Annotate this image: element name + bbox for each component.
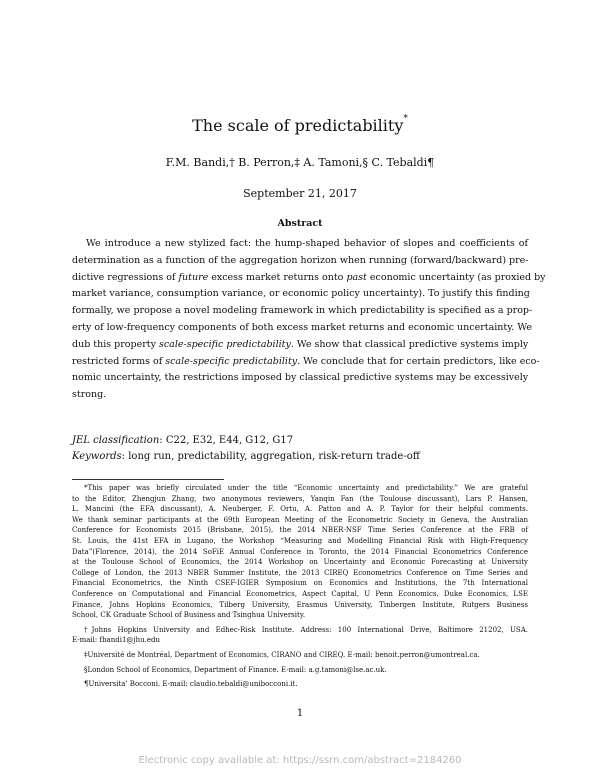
footnote-line: School, CK Graduate School of Business and Tsinghua University.	[72, 611, 306, 620]
abstract-line: strong.	[72, 389, 107, 401]
keywords-label: Keywords	[72, 451, 122, 462]
abstract-line: dub this property scale-specific predictability. We show that classical predictive systems imply	[72, 338, 529, 350]
footnote-line: Conference on Computational and Financial Econometrics, Aspect Capital, U Penn Economics, Duke Economics, LSE	[72, 589, 528, 598]
page-number: 1	[296, 708, 304, 719]
paper-date: September 21, 2017	[243, 187, 357, 200]
abstract-line: restricted forms of scale-specific predictability. We conclude that for certain predictors, like eco-	[72, 355, 540, 367]
footnote-line: Conference for Economists 2015 (Brisbane, 2015), the 2014 NBER-NSF Time Series Conference at the FRB of	[72, 526, 528, 535]
footnotes	[72, 483, 528, 690]
abstract-line: erty of low-frequency components of both excess market returns and economic uncertainty. We	[72, 321, 532, 333]
footnote-line: Finance, Johns Hopkins Economics, Tilberg University, Erasmus University, Tinbergen Institute, Rutgers Business	[72, 600, 528, 609]
abstract-line: dictive regressions of future excess market returns onto past economic uncertainty (as proxied by	[72, 271, 546, 283]
footnote-line: L. Mancini (the EFA discussant), A. Neuberger, F. Ortu, A. Patton and A. P. Taylor for their helpful comments.	[72, 505, 528, 514]
keywords-list: : long run, predictability, aggregation, risk-return trade-off	[121, 451, 420, 462]
abstract-line: market variance, consumption variance, or economic policy uncertainty). To justify this finding	[72, 288, 530, 300]
footnote-line: St. Louis, the 41st EFA in Lugano, the Workshop “Measuring and Modelling Financial Risk with High-Frequency	[72, 536, 528, 545]
abstract-line: determination as a function of the aggregation horizon when running (forward/backward) pre-	[72, 254, 529, 266]
footnote-line: *This paper was briefly circulated under the title “Economic uncertainty and predictability.” We are grateful	[84, 484, 528, 492]
footnote-line: College of London, the 2013 NBER Summer Institute, the 2013 CIREQ Econometrics Conference on Time Series and	[72, 568, 528, 577]
title-text: The scale of predictability	[192, 116, 404, 135]
abstract-line: We introduce a new stylized fact: the hump-shaped behavior of slopes and coefficients of	[86, 238, 528, 249]
footnote-line: ¶Universita’ Bocconi. E-mail: claudio.tebaldi@unibocconi.it.	[84, 680, 298, 689]
footnote-line: Data”(Florence, 2014), the 2014 SoFiE Annual Conference in Toronto, the 2014 Financial Econometrics Conference	[72, 547, 528, 556]
abstract-body	[72, 236, 546, 404]
abstract-heading: Abstract	[277, 218, 323, 229]
abstract-line: nomic uncertainty, the restrictions imposed by classical predictive systems may be excessively	[72, 372, 529, 384]
footnote-line: ‡Université de Montréal, Department of Economics, CIRANO and CIREQ. E-mail: benoit.perron@umontreal.ca.	[84, 650, 480, 659]
abstract-line: formally, we propose a novel modeling framework in which predictability is specified as a prop-	[72, 305, 533, 317]
footnote-separator	[72, 479, 224, 480]
jel-classification	[72, 435, 293, 446]
author-list: F.M. Bandi,† B. Perron,‡ A. Tamoni,§ C. Tebaldi¶	[165, 156, 435, 169]
jel-label: JEL classification	[72, 435, 160, 446]
footnote-line: to the Editor, Zhengjun Zhang, two anonymous reviewers, Yanqin Fan (the Toulouse discussant), Lars P. Hansen,	[72, 494, 528, 503]
jel-codes: : C22, E32, E44, G12, G17	[159, 435, 294, 446]
footnote-line: Financial Econometrics, the Ninth CSEF-IGIER Symposium on Economics and Institutions, the 7th International	[72, 579, 528, 588]
ssrn-download-banner: Electronic copy available at: https://ssrn.com/abstract=2184260	[138, 755, 462, 766]
keywords	[72, 451, 420, 462]
footnote-line: §London School of Economics, Department of Finance. E-mail: a.g.tamoni@lse.ac.uk.	[84, 665, 387, 674]
footnote-line: We thank seminar participants at the 69th European Meeting of the Econometric Society in Geneva, the Australian	[72, 515, 528, 524]
footnote-line: E-mail: fbandi1@jhu.edu	[72, 636, 160, 645]
title-footnote-mark: *	[403, 114, 408, 124]
paper-title	[0, 116, 600, 135]
footnote-line: †Johns Hopkins University and Edhec-Risk Institute. Address: 100 International Drive, Baltimore 21202, USA.	[84, 625, 528, 634]
footnote-line: at the Toulouse School of Economics, the 2014 Workshop on Uncertainty and Economic Forecasting at University	[72, 558, 528, 567]
